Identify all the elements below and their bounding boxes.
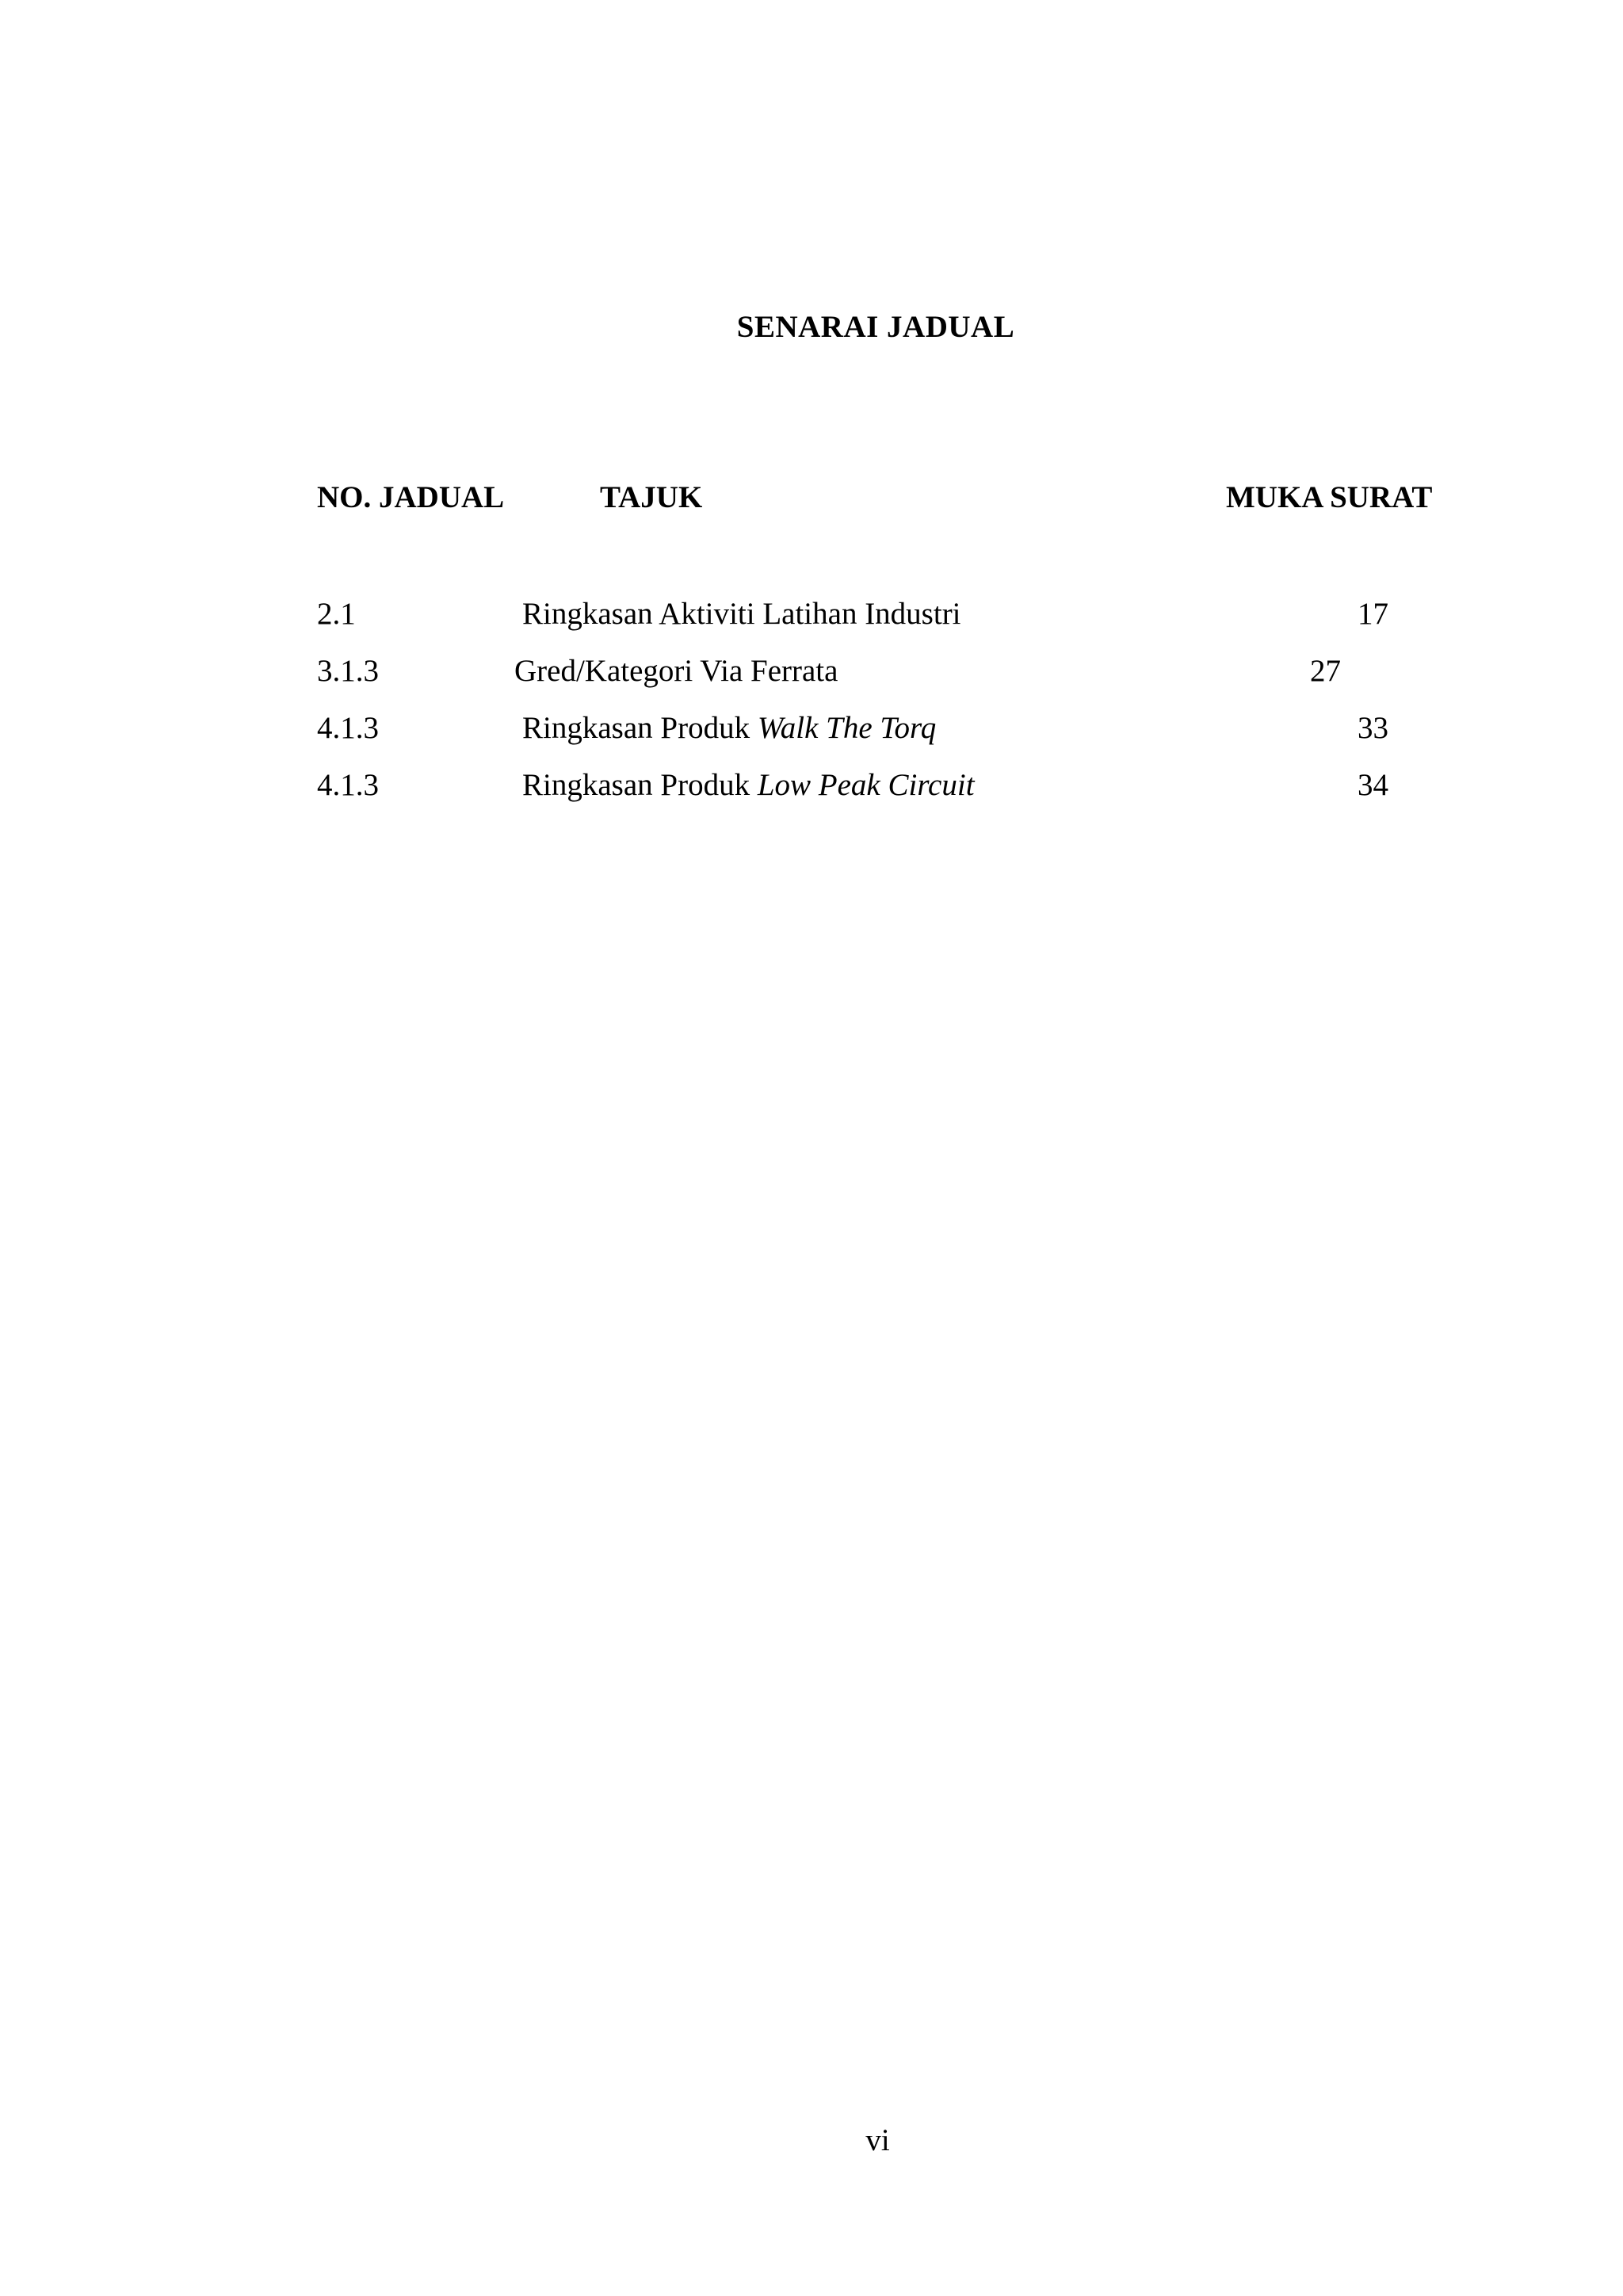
entry-title-text: Gred/Kategori Via Ferrata bbox=[514, 654, 838, 688]
header-title: TAJUK bbox=[600, 480, 703, 514]
entry-title-italic: Low Peak Circuit bbox=[757, 768, 975, 802]
entry-title-text: Ringkasan Produk bbox=[522, 768, 758, 802]
table-row bbox=[0, 767, 1623, 815]
entry-title bbox=[522, 767, 975, 803]
page-number: vi bbox=[865, 2123, 890, 2157]
entry-title-text: Ringkasan Aktiviti Latihan Industri bbox=[522, 597, 961, 631]
table-row bbox=[0, 653, 1623, 701]
table-row bbox=[0, 710, 1623, 758]
entry-number: 2.1 bbox=[317, 597, 356, 631]
header-number: NO. JADUAL bbox=[317, 480, 505, 514]
entry-number: 3.1.3 bbox=[317, 654, 379, 688]
entry-number: 4.1.3 bbox=[317, 711, 379, 745]
entry-number: 4.1.3 bbox=[317, 768, 379, 802]
entry-title bbox=[522, 596, 961, 632]
entry-title bbox=[522, 710, 936, 746]
entry-title bbox=[514, 653, 838, 689]
entry-page: 34 bbox=[1358, 768, 1388, 802]
entry-page: 17 bbox=[1358, 597, 1388, 631]
entry-title-italic: Walk The Torq bbox=[757, 711, 937, 745]
entry-title-text: Ringkasan Produk bbox=[522, 711, 758, 745]
page-title: SENARAI JADUAL bbox=[736, 310, 1015, 344]
entry-page: 27 bbox=[1310, 654, 1341, 688]
entry-page: 33 bbox=[1358, 711, 1388, 745]
header-page: MUKA SURAT bbox=[1226, 480, 1433, 514]
table-row bbox=[0, 596, 1623, 644]
